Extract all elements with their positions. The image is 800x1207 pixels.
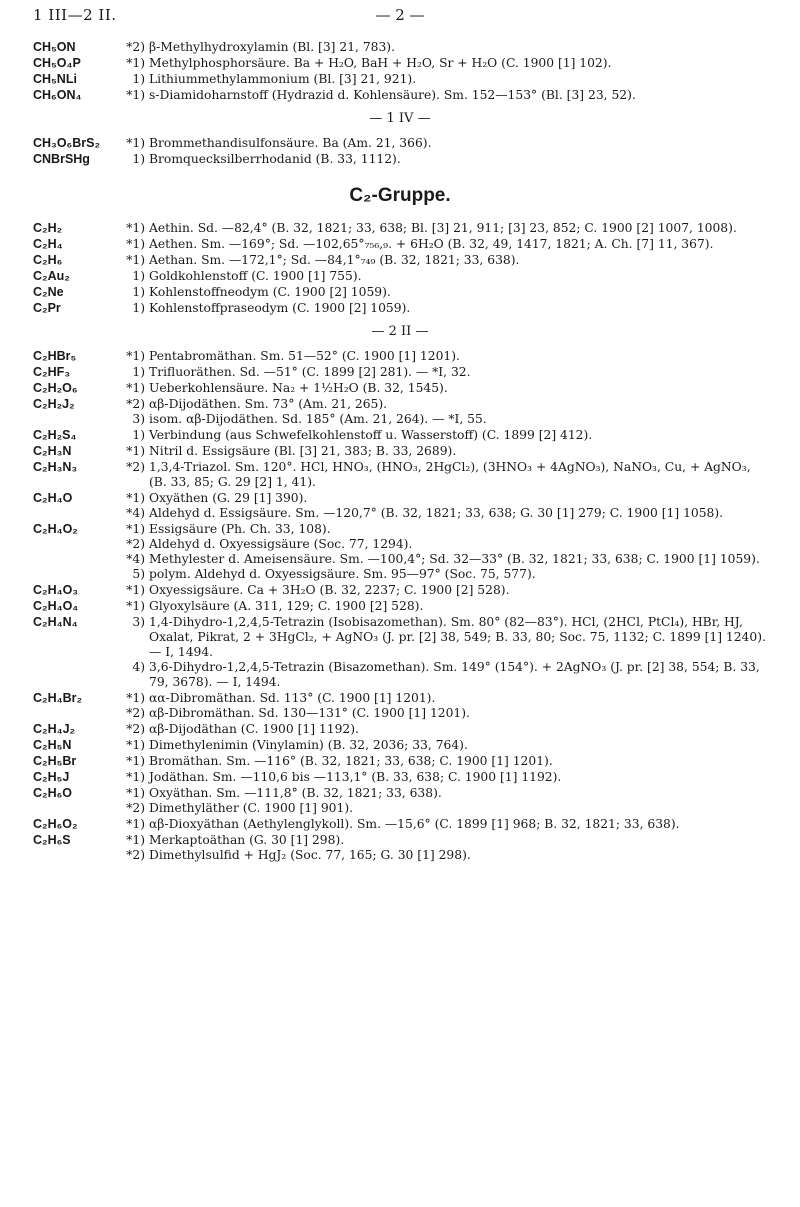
formula: C₂H₂O₆ [33,381,78,395]
item-number: 1) [132,428,145,442]
formula-entry [0,615,800,690]
compound-item [123,428,770,443]
formula: CH₅NLi [33,72,77,86]
item-number: *1) [126,349,145,363]
formula-entry [0,754,800,769]
formula: CNBrSHg [33,152,90,166]
compound-description: Glyoxylsäure (A. 311, 129; C. 1900 [2] 528). [149,599,424,613]
item-number: *1) [126,522,145,536]
item-number: *1) [126,691,145,705]
item-number: *1) [126,253,145,267]
compound-description: Pentabromäthan. Sm. 51—52° (C. 1900 [1] 1201). [149,349,460,363]
item-number: 1) [132,301,145,315]
compound-list [123,285,800,300]
formula-entry [0,444,800,459]
compound-item [123,660,770,690]
formula: C₂H₅Br [33,754,77,768]
item-number: *1) [126,136,145,150]
item-number: *2) [126,460,145,474]
formula-entry [0,381,800,396]
formula-entry [0,40,800,55]
compound-description: Aldehyd d. Oxyessigsäure (Soc. 77, 1294). [149,537,413,551]
compound-description: Bromquecksilberrhodanid (B. 33, 1112). [149,152,401,166]
compound-item [123,754,770,769]
formula-entry [0,833,800,863]
compound-item [123,599,770,614]
compound-description: Oxyessigsäure. Ca + 3H₂O (B. 32, 2237; C. 1900 [2] 528). [149,583,510,597]
compound-list [123,817,800,832]
compound-list [123,349,800,364]
compound-list [123,397,800,427]
section [0,40,800,103]
formula-entry [0,56,800,71]
compound-item [123,583,770,598]
formula-entry [0,237,800,252]
formula: C₂H₄J₂ [33,722,76,736]
compound-description: Nitril d. Essigsäure (Bl. [3] 21, 383; B. 33, 2689). [149,444,457,458]
compound-list [123,599,800,614]
compound-list [123,583,800,598]
compound-item [123,301,770,316]
group-title: C₂-Gruppe. [349,185,451,206]
item-number: *1) [126,833,145,847]
compound-description: 1,3,4-Triazol. Sm. 120°. HCl, HNO₃, (HNO₃, 2HgCl₂), (3HNO₃ + 4AgNO₃), NaNO₃, Cu, + AgNO₃, (B. 33, 85; G. 29 [2] 1, 41). [149,460,751,489]
compound-item [123,381,770,396]
formula: C₂H₅N [33,738,72,752]
compound-item [123,522,770,537]
item-number: *1) [126,237,145,251]
compound-list [123,691,800,721]
formula: C₂Pr [33,301,61,315]
compound-item [123,506,770,521]
compound-list [123,301,800,316]
formula-entry [0,460,800,490]
formula: C₂H₄N₄ [33,615,78,629]
item-number: *1) [126,754,145,768]
formula: C₂H₄O₄ [33,599,79,613]
compound-description: Goldkohlenstoff (C. 1900 [1] 755). [149,269,362,283]
formula-entry [0,365,800,380]
compound-description: 1,4-Dihydro-1,2,4,5-Tetrazin (Isobisazomethan). Sm. 80° (82—83°). HCl, (2HCl, PtCl₄), HBr, HJ, Oxalat, Pikrat, 2 + 3HgCl₂, + AgNO₃ (J. pr. [2] 38, 549; B. 33, 80; Soc. 75, 1132; C. 1899 [1] 1240). — I, 1494. [149,615,766,659]
formula: CH₅O₄P [33,56,81,70]
compound-list [123,754,800,769]
compound-item [123,770,770,785]
compound-list [123,40,800,55]
compound-item [123,221,770,236]
compound-item [123,88,770,103]
compound-item [123,801,770,816]
compound-item [123,460,770,490]
compound-description: αβ-Dioxyäthan (Aethylenglykoll). Sm. —15,6° (C. 1899 [1] 968; B. 32, 1821; 33, 638). [149,817,680,831]
compound-list [123,428,800,443]
compound-item [123,615,770,660]
compound-item [123,253,770,268]
section [0,185,800,316]
formula-entry [0,786,800,816]
compound-item [123,40,770,55]
compound-description: Kohlenstoffneodym (C. 1900 [2] 1059). [149,285,391,299]
item-number: 3) [132,412,145,426]
compound-list [123,152,800,167]
compound-list [123,491,800,521]
compound-item [123,738,770,753]
formula: C₂H₂J₂ [33,397,75,411]
compound-item [123,833,770,848]
compound-item [123,237,770,252]
formula: C₂H₂S₄ [33,428,77,442]
compound-item [123,786,770,801]
compound-list [123,833,800,863]
compound-item [123,817,770,832]
formula: C₂H₄O₃ [33,583,79,597]
compound-description: Ueberkohlensäure. Na₂ + 1½H₂O (B. 32, 1545). [149,381,448,395]
compound-item [123,691,770,706]
compound-item [123,706,770,721]
compound-list [123,72,800,87]
compound-list [123,56,800,71]
compound-list [123,221,800,236]
formula: C₂H₅J [33,770,70,784]
compound-list [123,381,800,396]
compound-description: Dimethylsulfid + HgJ₂ (Soc. 77, 165; G. 30 [1] 298). [149,848,471,862]
formula: C₂H₆O [33,786,73,800]
compound-list [123,460,800,490]
item-number: 1) [132,152,145,166]
formula: C₂H₃N₃ [33,460,78,474]
item-number: *1) [126,817,145,831]
compound-item [123,848,770,863]
formula: C₂H₄ [33,237,63,251]
compound-item [123,491,770,506]
compound-list [123,365,800,380]
item-number: *2) [126,801,145,815]
compound-item [123,444,770,459]
formula-entry [0,397,800,427]
item-number: *1) [126,491,145,505]
formula-entry [0,770,800,785]
item-number: *1) [126,444,145,458]
compound-description: β-Methylhydroxylamin (Bl. [3] 21, 783). [149,40,396,54]
compound-description: αβ-Dijodäthen. Sm. 73° (Am. 21, 265). [149,397,388,411]
item-number: *2) [126,706,145,720]
compound-description: Methylester d. Ameisensäure. Sm. —100,4°; Sd. 32—33° (B. 32, 1821; 33, 638; C. 1900 [1] 1059). [149,552,760,566]
formula-entry [0,301,800,316]
compound-item [123,152,770,167]
compound-item [123,397,770,412]
formula: C₂H₂ [33,221,63,235]
compound-item [123,285,770,300]
item-number: 1) [132,72,145,86]
item-number: *1) [126,770,145,784]
formula-entry [0,136,800,151]
formula: C₂H₄Br₂ [33,691,83,705]
formula-entry [0,522,800,582]
item-number: *1) [126,221,145,235]
compound-list [123,253,800,268]
section-divider: — 2 II — [371,324,429,339]
compound-item [123,72,770,87]
section-divider: — 1 IV — [369,111,431,126]
compound-item [123,365,770,380]
compound-description: Aethen. Sm. —169°; Sd. —102,65°₇₅₆,₉. + 6H₂O (B. 32, 49, 1417, 1821; A. Ch. [7] 11, 367). [149,237,714,251]
compound-list [123,269,800,284]
compound-description: Aldehyd d. Essigsäure. Sm. —120,7° (B. 32, 1821; 33, 638; G. 30 [1] 279; C. 1900 [1] 1058). [149,506,724,520]
formula: C₂H₆S [33,833,71,847]
item-number: 3) [132,615,145,629]
item-number: *1) [126,786,145,800]
compound-item [123,567,770,582]
compound-item [123,269,770,284]
compound-description: Bromäthan. Sm. —116° (B. 32, 1821; 33, 638; C. 1900 [1] 1201). [149,754,553,768]
formula-entry [0,285,800,300]
compound-description: Brommethandisulfonsäure. Ba (Am. 21, 366). [149,136,432,150]
section [0,324,800,863]
formula: C₂HBr₅ [33,349,77,363]
formula: CH₅ON [33,40,76,54]
compound-description: Methylphosphorsäure. Ba + H₂O, BaH + H₂O, Sr + H₂O (C. 1900 [1] 102). [149,56,612,70]
formula-entry [0,738,800,753]
item-number: *1) [126,381,145,395]
compound-item [123,537,770,552]
formula: C₂H₄O [33,491,73,505]
formula: C₂H₄O₂ [33,522,78,536]
compound-description: Kohlenstoffpraseodym (C. 1900 [2] 1059). [149,301,411,315]
item-number: *1) [126,583,145,597]
formula-entry [0,253,800,268]
formula: C₂Au₂ [33,269,70,283]
formula: C₂Ne [33,285,64,299]
compound-list [123,770,800,785]
item-number: 1) [132,269,145,283]
compound-description: Oxyäthen (G. 29 [1] 390). [149,491,308,505]
item-number: *2) [126,848,145,862]
item-number: *1) [126,56,145,70]
formula-entry [0,221,800,236]
item-number: *2) [126,397,145,411]
item-number: *1) [126,88,145,102]
formula-entry [0,72,800,87]
compound-item [123,349,770,364]
compound-description: s-Diamidoharnstoff (Hydrazid d. Kohlensäure). Sm. 152—153° (Bl. [3] 23, 52). [149,88,636,102]
compound-item [123,412,770,427]
compound-description: Dimethyläther (C. 1900 [1] 901). [149,801,354,815]
compound-description: isom. αβ-Dijodäthen. Sd. 185° (Am. 21, 264). — *I, 55. [149,412,487,426]
register-content [0,40,800,864]
item-number: *1) [126,599,145,613]
compound-list [123,444,800,459]
formula-entry [0,269,800,284]
compound-list [123,522,800,582]
section [0,111,800,167]
formula: C₂H₆O₂ [33,817,78,831]
page-number: — 2 — [375,6,425,24]
compound-list [123,786,800,816]
item-number: *2) [126,722,145,736]
compound-description: αα-Dibromäthan. Sd. 113° (C. 1900 [1] 1201). [149,691,436,705]
compound-item [123,552,770,567]
formula-entry [0,817,800,832]
formula-entry [0,722,800,737]
compound-description: Jodäthan. Sm. —110,6 bis —113,1° (B. 33, 638; C. 1900 [1] 1192). [149,770,562,784]
compound-description: Lithiummethylammonium (Bl. [3] 21, 921). [149,72,417,86]
compound-item [123,136,770,151]
item-number: 4) [132,660,145,674]
formula: C₂H₆ [33,253,63,267]
compound-list [123,136,800,151]
running-header-left: 1 III—2 II. [33,6,117,24]
compound-item [123,56,770,71]
formula-entry [0,88,800,103]
item-number: 1) [132,285,145,299]
compound-description: polym. Aldehyd d. Oxyessigsäure. Sm. 95—97° (Soc. 75, 577). [149,567,536,581]
compound-description: αβ-Dibromäthan. Sd. 130—131° (C. 1900 [1] 1201). [149,706,470,720]
compound-description: Oxyäthan. Sm. —111,8° (B. 32, 1821; 33, 638). [149,786,442,800]
formula-entry [0,583,800,598]
compound-list [123,88,800,103]
formula-entry [0,428,800,443]
compound-description: Verbindung (aus Schwefelkohlenstoff u. Wasserstoff) (C. 1899 [2] 412). [149,428,593,442]
formula-entry [0,491,800,521]
compound-list [123,237,800,252]
compound-description: Essigsäure (Ph. Ch. 33, 108). [149,522,331,536]
formula: C₂HF₃ [33,365,71,379]
formula-entry [0,599,800,614]
item-number: *2) [126,537,145,551]
compound-list [123,615,800,690]
formula-entry [0,349,800,364]
compound-item [123,722,770,737]
compound-description: Aethin. Sd. —82,4° (B. 32, 1821; 33, 638; Bl. [3] 21, 911; [3] 23, 852; C. 1900 [2] 1007, 1008). [149,221,737,235]
item-number: 1) [132,365,145,379]
compound-description: αβ-Dijodäthan (C. 1900 [1] 1192). [149,722,359,736]
formula-entry [0,152,800,167]
item-number: 5) [132,567,145,581]
compound-list [123,738,800,753]
item-number: *1) [126,738,145,752]
compound-description: Aethan. Sm. —172,1°; Sd. —84,1°₇₄₉ (B. 32, 1821; 33, 638). [149,253,520,267]
compound-description: Trifluoräthen. Sd. —51° (C. 1899 [2] 281). — *I, 32. [149,365,471,379]
formula: C₂H₃N [33,444,72,458]
formula: CH₆ON₄ [33,88,82,102]
compound-description: Dimethylenimin (Vinylamin) (B. 32, 2036; 33, 764). [149,738,468,752]
compound-description: 3,6-Dihydro-1,2,4,5-Tetrazin (Bisazomethan). Sm. 149° (154°). + 2AgNO₃ (J. pr. [2] 38, 554; B. 33, 79, 3678). — I, 1494. [149,660,760,689]
item-number: *4) [126,552,145,566]
item-number: *2) [126,40,145,54]
formula-entry [0,691,800,721]
compound-list [123,722,800,737]
item-number: *4) [126,506,145,520]
formula: CH₃O₆BrS₂ [33,136,101,150]
compound-description: Merkaptoäthan (G. 30 [1] 298). [149,833,345,847]
